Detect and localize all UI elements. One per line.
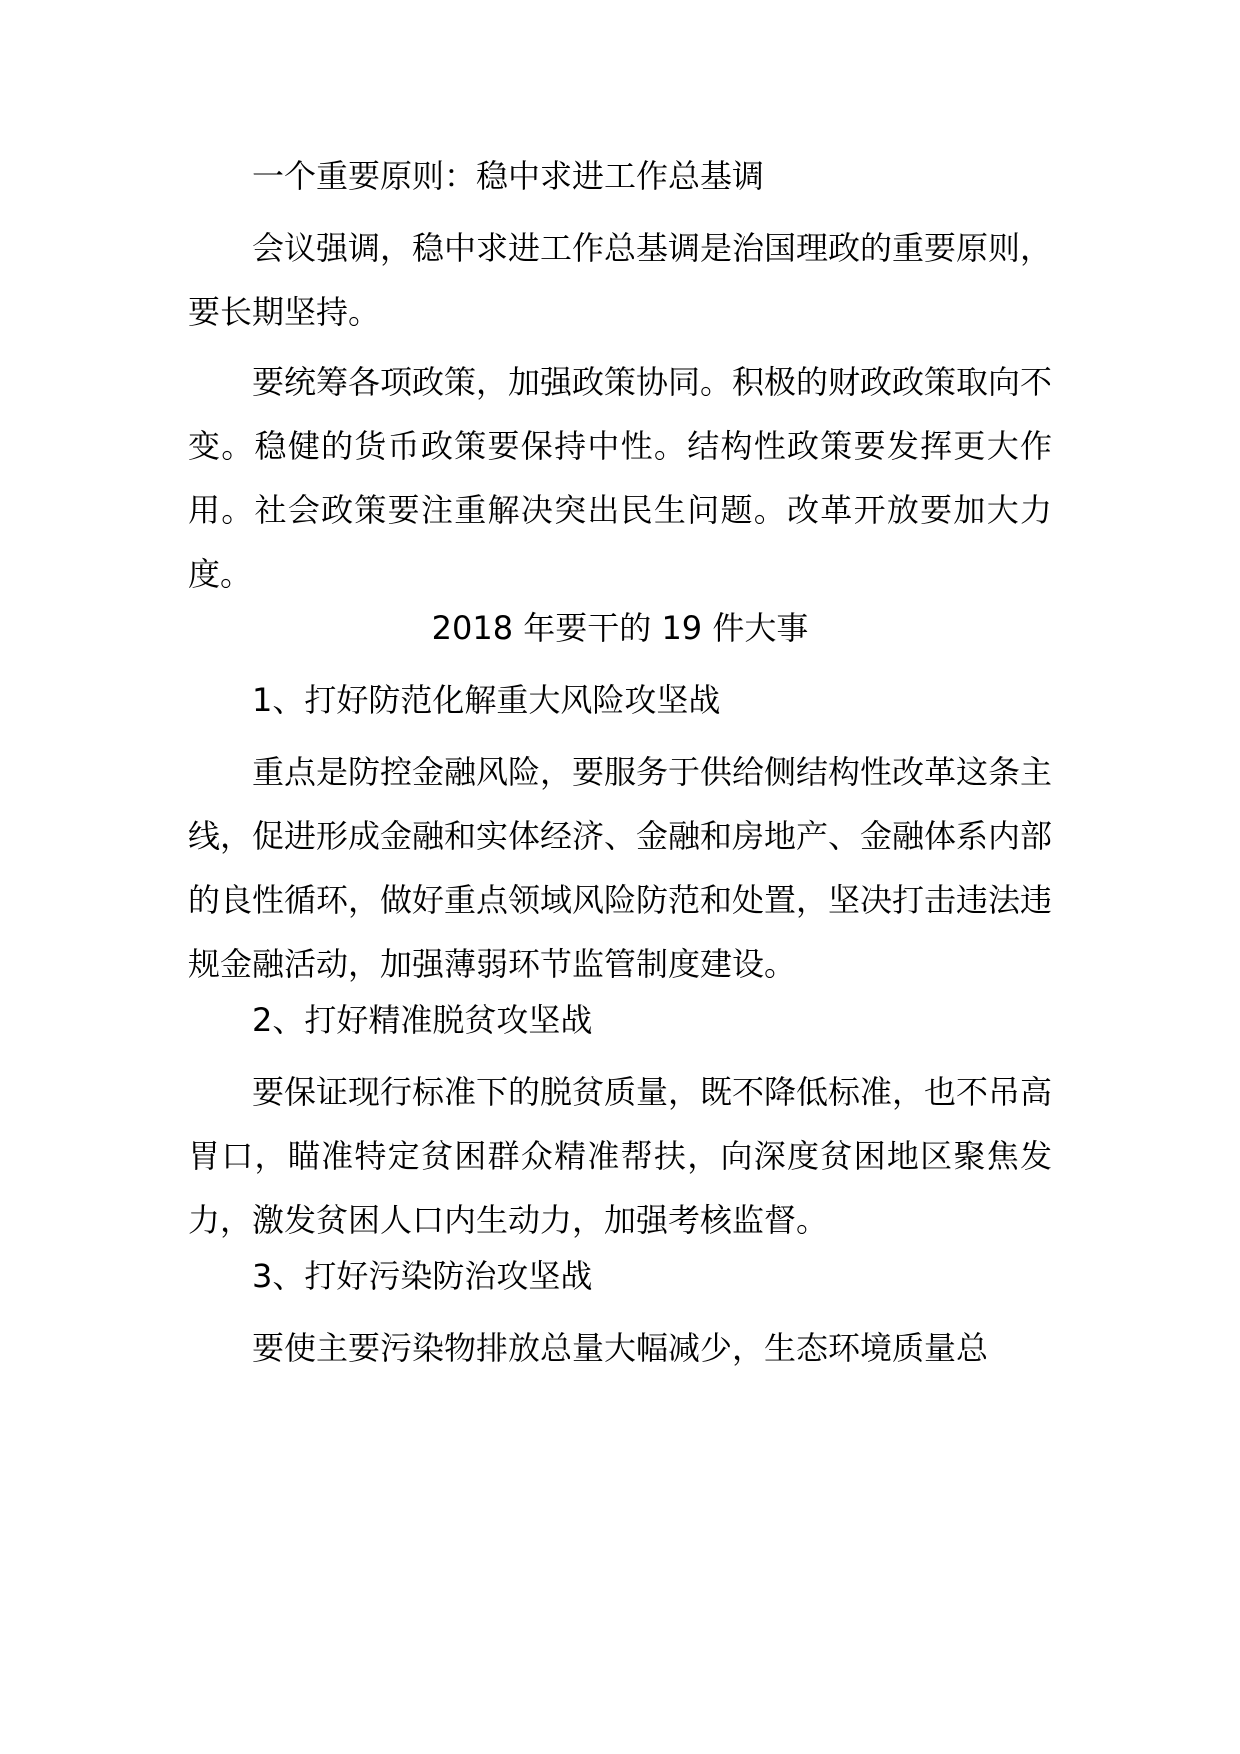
item-heading-2: 2、打好精准脱贫攻坚战 xyxy=(252,1001,593,1039)
section-heading-principle: 一个重要原则：稳中求进工作总基调 xyxy=(252,157,765,195)
item-heading-1: 1、打好防范化解重大风险攻坚战 xyxy=(252,681,721,719)
paragraph-policies: 要统筹各项政策，加强政策协同。积极的财政政策取向不变。稳健的货币政策要保持中性。结构性政策要发挥更大作用。社会政策要注重解决突出民生问题。改革开放要加大力度。 xyxy=(188,363,1053,593)
item-heading-3: 3、打好污染防治攻坚战 xyxy=(252,1257,593,1295)
paragraph-principle: 会议强调，稳中求进工作总基调是治国理政的重要原则，要长期坚持。 xyxy=(188,229,1053,331)
paragraph-item-2: 要保证现行标准下的脱贫质量，既不降低标准，也不吊高胃口，瞄准特定贫困群众精准帮扶，向深度贫困地区聚焦发力，激发贫困人口内生动力，加强考核监督。 xyxy=(188,1073,1053,1239)
paragraph-item-3: 要使主要污染物排放总量大幅减少，生态环境质量总 xyxy=(252,1329,989,1367)
section-title-19-events: 2018 年要干的 19 件大事 xyxy=(431,609,809,647)
paragraph-item-1: 重点是防控金融风险，要服务于供给侧结构性改革这条主线，促进形成金融和实体经济、金融和房地产、金融体系内部的良性循环，做好重点领域风险防范和处置，坚决打击违法违规金融活动，加强薄弱环节监管制度建设。 xyxy=(188,753,1053,983)
